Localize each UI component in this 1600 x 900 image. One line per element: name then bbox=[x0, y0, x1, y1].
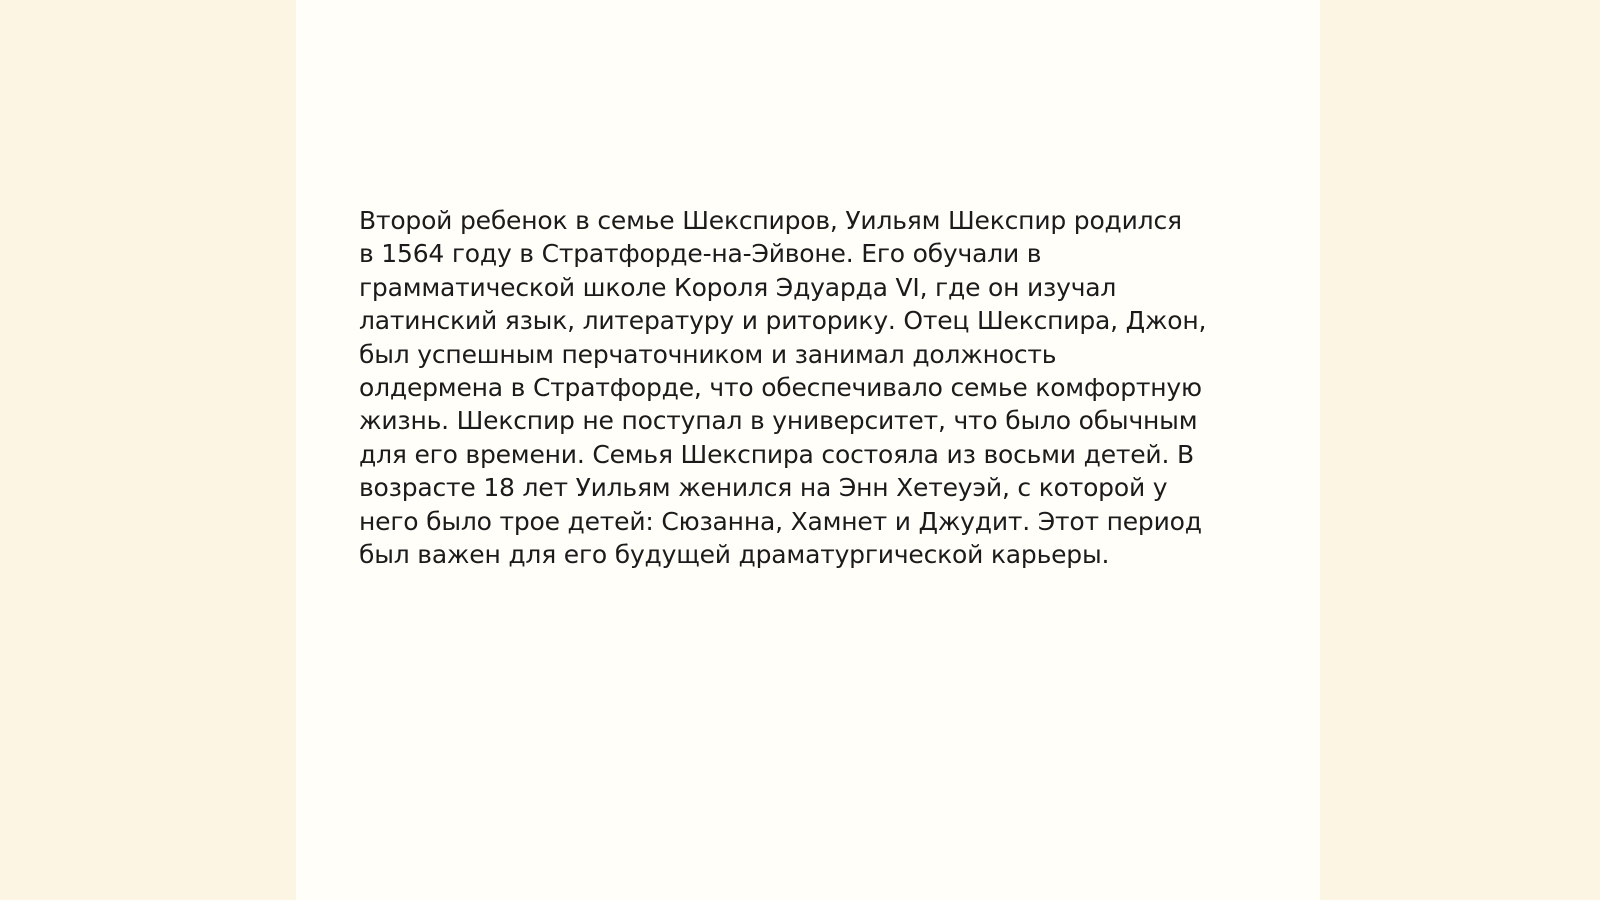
text-line: него было трое детей: Сюзанна, Хамнет и Джудит. Этот период bbox=[359, 506, 1202, 536]
text-line: латинский язык, литературу и риторику. Отец Шекспира, Джон, bbox=[359, 306, 1207, 336]
text-line: был важен для его будущей драматургической карьеры. bbox=[359, 540, 1110, 570]
right-margin bbox=[1320, 0, 1600, 900]
text-line: олдермена в Стратфорде, что обеспечивало семье комфортную bbox=[359, 373, 1202, 403]
slide bbox=[296, 0, 1320, 900]
text-line: для его времени. Семья Шекспира состояла из восьми детей. В bbox=[359, 439, 1194, 469]
text-line: был успешным перчаточником и занимал должность bbox=[359, 339, 1057, 369]
left-margin bbox=[0, 0, 296, 900]
text-line: в 1564 году в Стратфорде-на-Эйвоне. Его обучали в bbox=[359, 239, 1042, 269]
text-line: Второй ребенок в семье Шекспиров, Уильям Шекспир родился bbox=[359, 206, 1182, 235]
slide-body-text bbox=[359, 204, 1259, 571]
text-line: грамматической школе Короля Эдуарда VI, где он изучал bbox=[359, 272, 1117, 302]
text-line: жизнь. Шекспир не поступал в университет, что было обычным bbox=[359, 406, 1198, 436]
text-line: возрасте 18 лет Уильям женился на Энн Хетеуэй, с которой у bbox=[359, 473, 1168, 503]
